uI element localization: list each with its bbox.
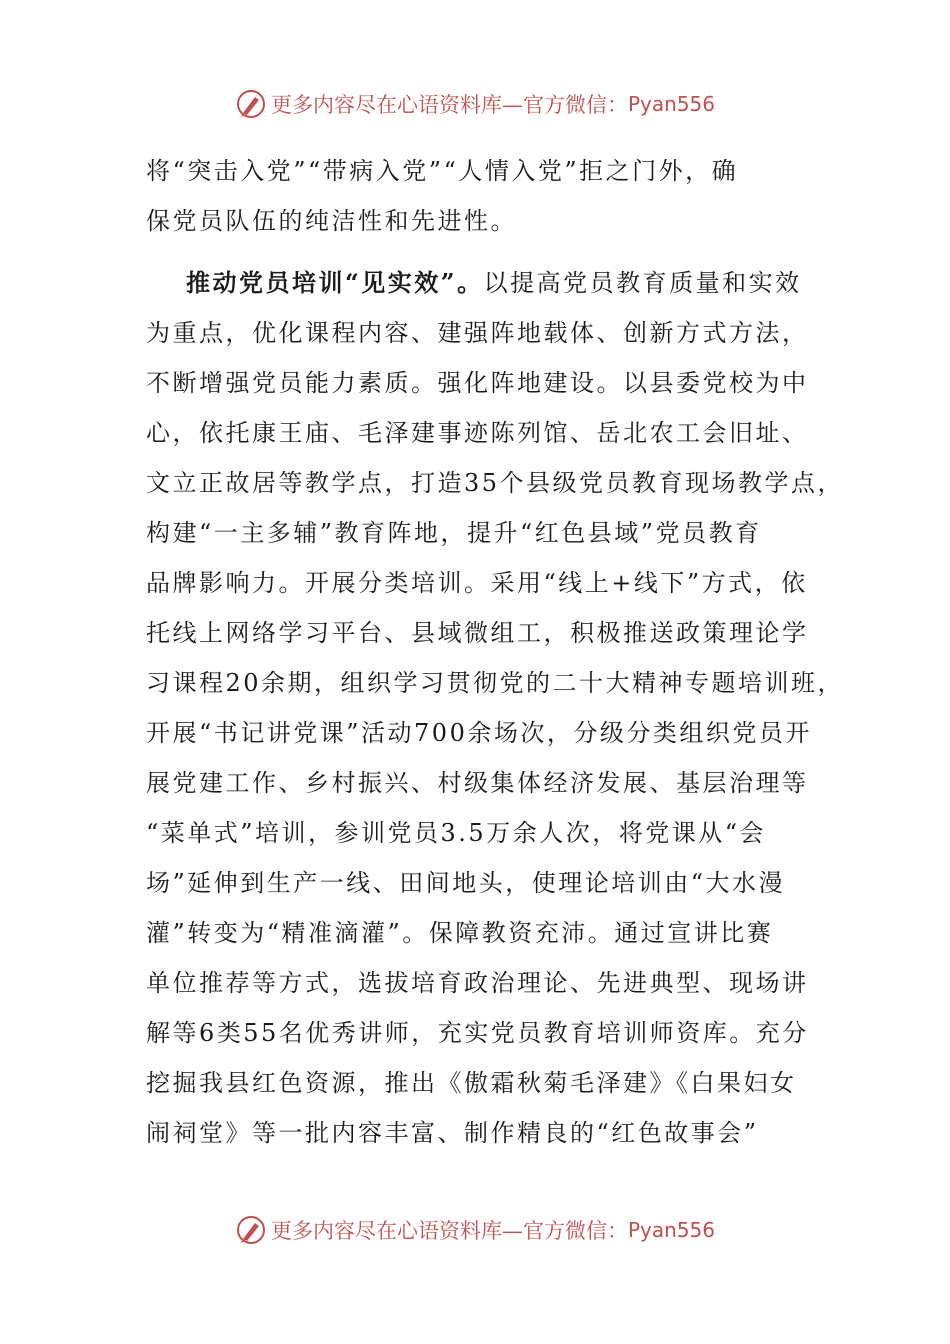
text-line: 单位推荐等方式，选拔培育政治理论、先进典型、现场讲 — [146, 969, 809, 997]
text-line: 不断增强党员能力素质。强化阵地建设。以县委党校为中 — [146, 369, 809, 397]
text-line: 解等6类55名优秀讲师，充实党员教育培训师资库。充分 — [146, 1019, 809, 1047]
text-line: 将“突击入党”“带病入党”“人情入党”拒之门外，确 — [146, 157, 739, 185]
header-wechat-id: Pyan556 — [627, 92, 715, 116]
pen-logo-icon — [235, 1214, 267, 1246]
text-line: 托线上网络学习平台、县域微组工，积极推送政策理论学 — [146, 619, 809, 647]
paragraph-1 — [146, 146, 808, 246]
paragraph-2 — [146, 258, 845, 1158]
document-body — [146, 146, 845, 1158]
footer-banner — [0, 1210, 950, 1250]
text-line: 挖掘我县红色资源，推出《傲霜秋菊毛泽建》《白果妇女 — [146, 1069, 797, 1097]
heading-line-rest: 以提高党员教育质量和实效 — [483, 269, 802, 297]
text-line: 开展“书记讲党课”活动700余场次，分级分类组织党员开 — [146, 719, 812, 747]
text-line: 为重点，优化课程内容、建强阵地载体、创新方式方法， — [146, 319, 809, 347]
pen-logo-icon — [235, 88, 267, 120]
text-line: 灌”转变为“精准滴灌”。保障教资充沛。通过宣讲比赛 — [146, 919, 774, 947]
text-line: 场”延伸到生产一线、田间地头，使理论培训由“大水漫 — [146, 869, 786, 897]
text-line: “菜单式”培训，参训党员3.5万余人次，将党课从“会 — [146, 819, 766, 847]
text-line: 构建“一主多辅”教育阵地，提升“红色县域”党员教育 — [146, 519, 762, 547]
text-line: 展党建工作、乡村振兴、村级集体经济发展、基层治理等 — [146, 769, 809, 797]
footer-wechat-id: Pyan556 — [627, 1218, 715, 1242]
text-line: 文立正故居等教学点，打造35个县级党员教育现场教学点， — [146, 469, 845, 497]
text-line — [146, 258, 808, 308]
section-heading: 推动党员培训“见实效”。 — [186, 268, 484, 297]
text-line: 品牌影响力。开展分类培训。采用“线上+线下”方式，依 — [146, 569, 808, 597]
text-line: 保党员队伍的纯洁性和先进性。 — [146, 207, 517, 235]
text-line: 闹祠堂》等一批内容丰富、制作精良的“红色故事会” — [146, 1119, 759, 1147]
header-banner — [0, 84, 950, 124]
footer-text: 更多内容尽在心语资料库—官方微信： — [270, 1219, 628, 1243]
text-line: 心，依托康王庙、毛泽建事迹陈列馆、岳北农工会旧址、 — [146, 419, 809, 447]
header-text: 更多内容尽在心语资料库—官方微信： — [270, 93, 628, 117]
text-line: 习课程20余期，组织学习贯彻党的二十大精神专题培训班， — [146, 669, 845, 697]
